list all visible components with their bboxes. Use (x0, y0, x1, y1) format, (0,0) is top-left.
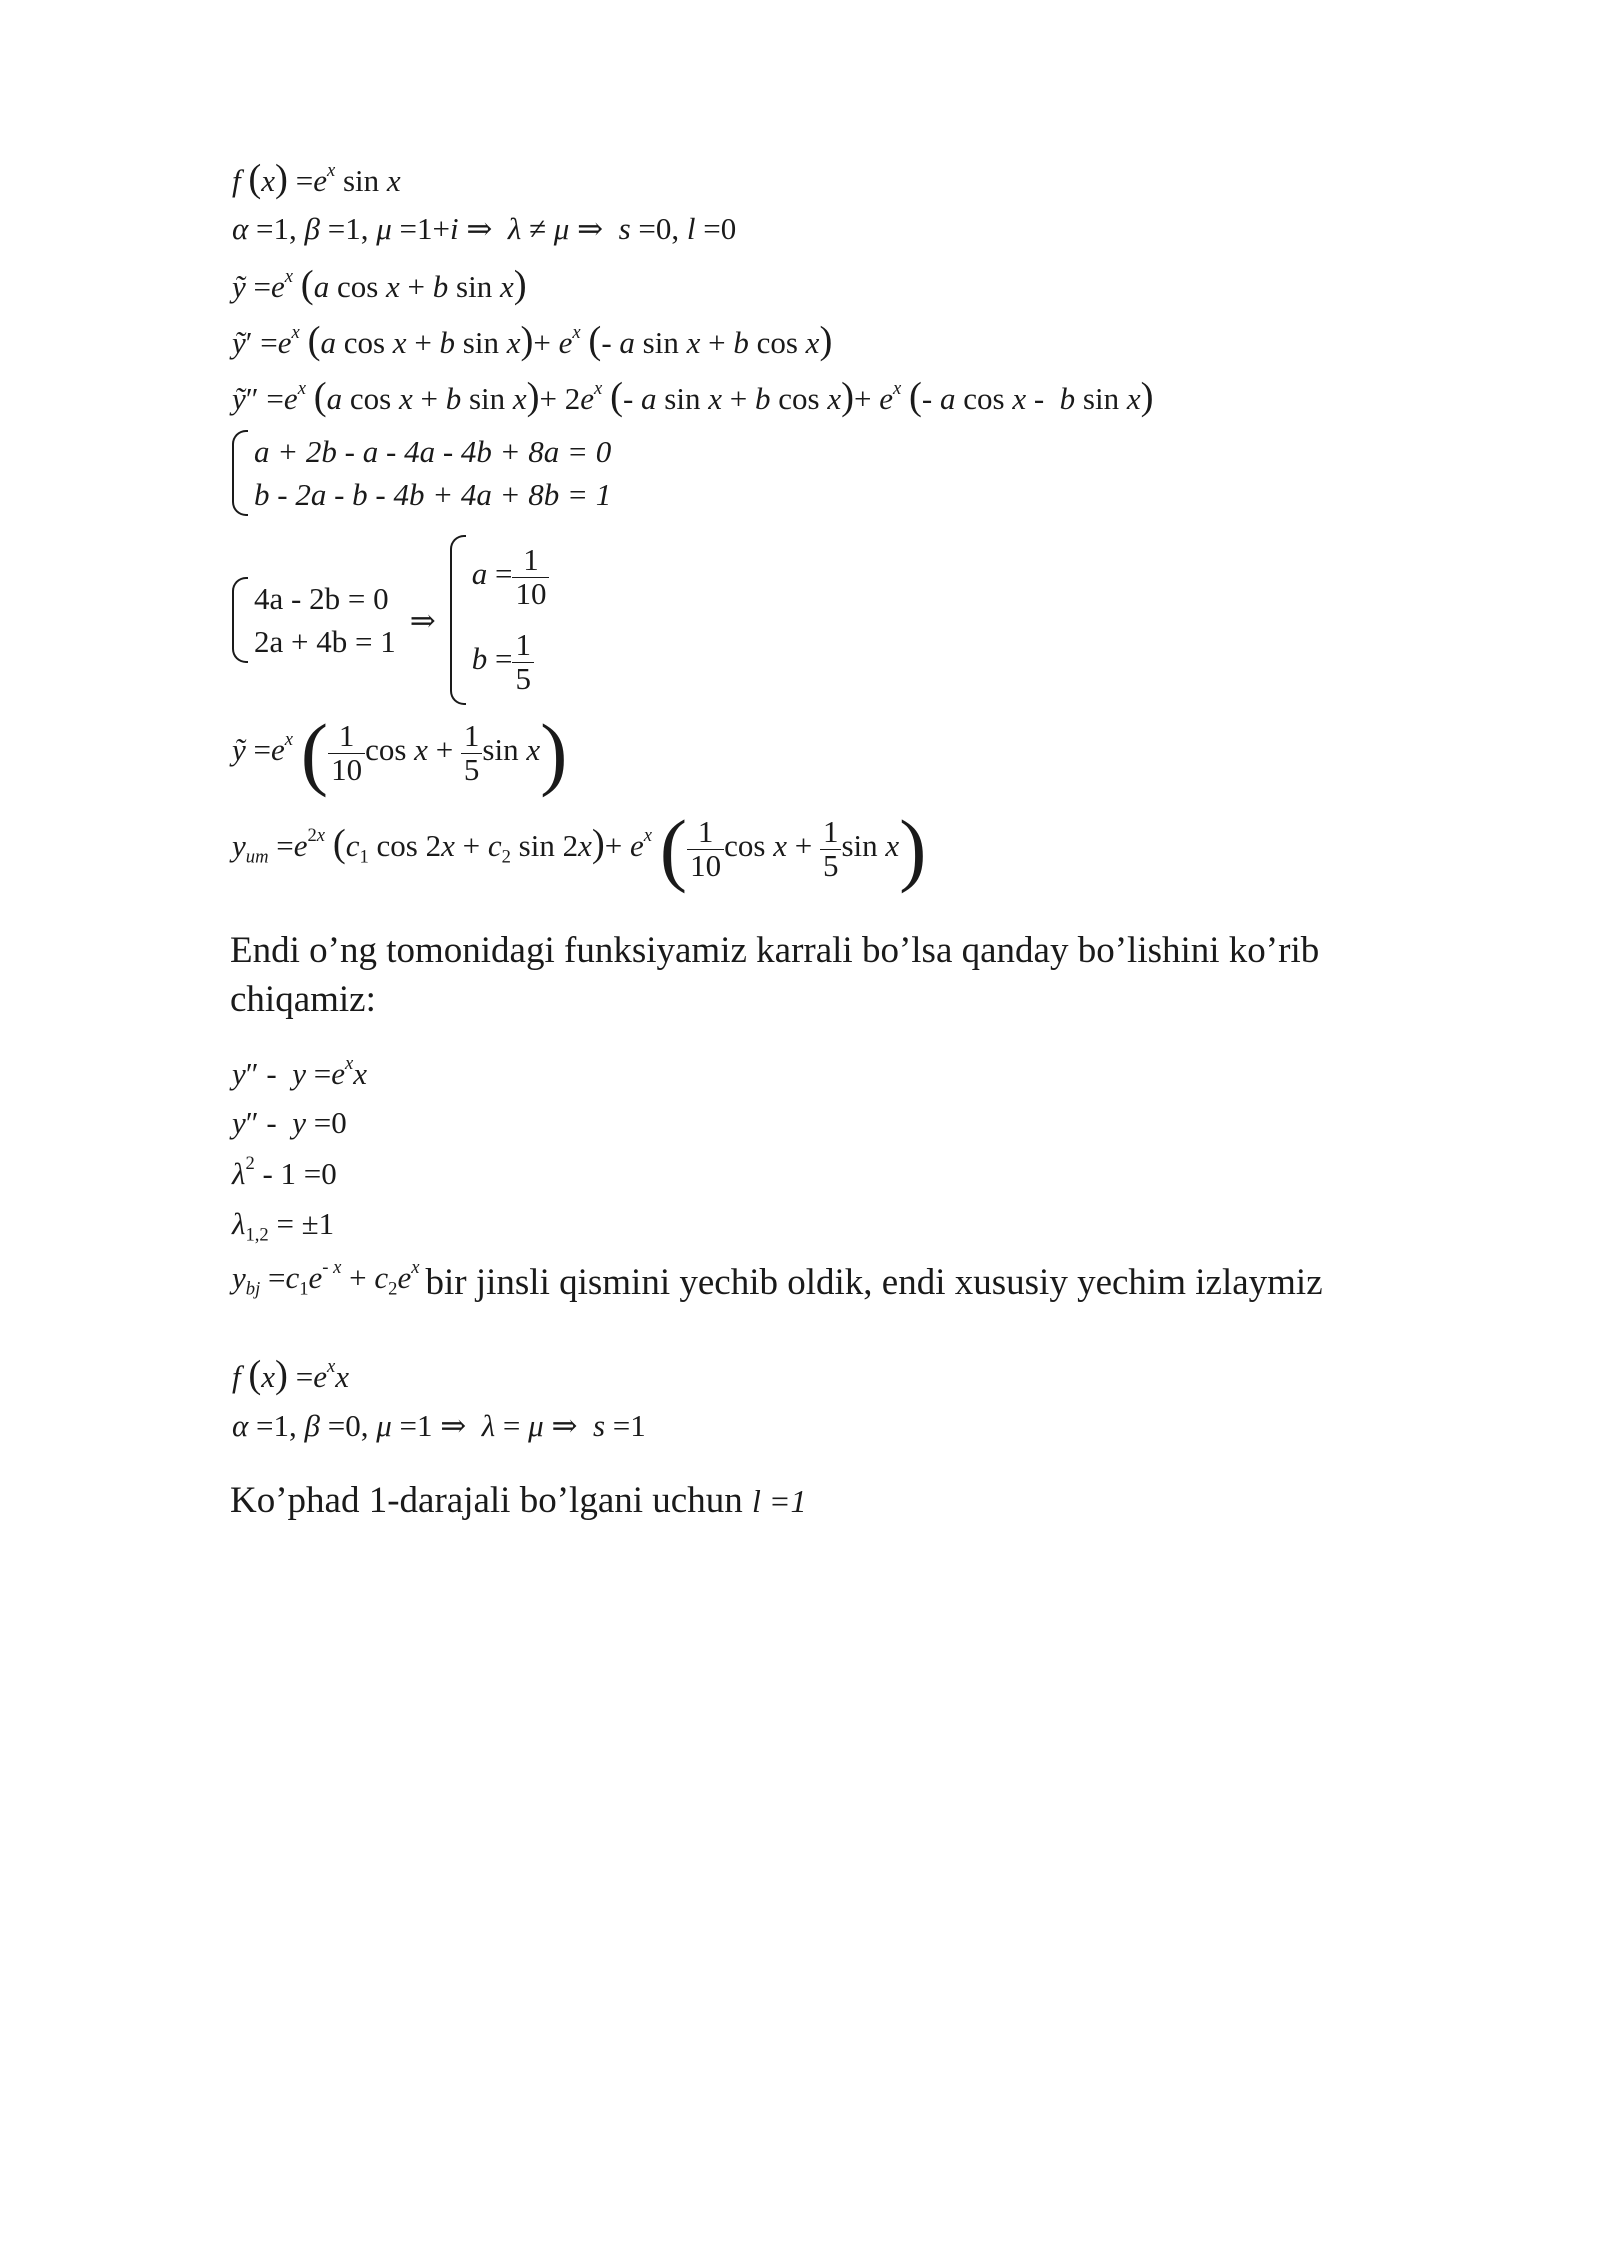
equation-system-1 (232, 430, 611, 516)
equation-f-x-2: f $(x) =e^xx$ (232, 1353, 349, 1396)
left-brace-icon (232, 577, 248, 663)
system2-row-1: 4a - 2b = 0 (254, 581, 389, 616)
system2-row-2: 2a + 4b = 1 (254, 624, 396, 659)
equation-second-derivative: ỹ″ $=e^x$ (a cos x + b $\sin x)+ 2e^x$ (- a sin x + b $\cos x)+ e^x$ (- a cos x - b sin x) (232, 375, 1154, 418)
equation-f-x: f $(x) =e^x$ sin x (232, 157, 401, 200)
left-brace-icon (232, 430, 248, 516)
inline-math: l =1 (751, 1483, 807, 1519)
equation-parameters-2: α =1, β =0, μ =1 ⇒ λ = μ ⇒ s =1 (232, 1408, 646, 1443)
equation-first-derivative: ỹ′ $=e^x$ (a cos x + b $\sin x)+ e^x$ (- a sin x + b cos x) (232, 319, 833, 362)
paragraph-text: Endi o’ng tomonidagi funksiyamiz karrali bo’lsa qanday bo’lishini ko’rib chiqamiz: (230, 930, 1320, 1020)
system1-row-1: a + 2b - a - 4a - 4b + 8a = 0 (254, 434, 612, 469)
equation-system-2-solution: 4a - 2b = 0 2a + 4b = 1 ⇒ a = $\frac{1}{10}$ b = $\frac{1}{5}$ (232, 535, 549, 705)
equation-ode: $y'' - y =e^xx$ (232, 1053, 368, 1091)
inline-text: bir jinsli qismini yechib oldik, endi xususiy yechim izlaymiz (425, 1262, 1323, 1303)
equation-particular-solution: ỹ $=e^x$ ( $\frac{1}{10}$ cos x + $\frac{1}{5}$ sin x) (232, 707, 568, 798)
equation-general-solution: $y_{um} =e^{2x}$ ($c_1$ $\cos 2x + c_2$ $\sin 2x)+ e^x$ ( $\frac{1}{10}$ cos x + $\frac{1}{5}$ sin x) (232, 803, 927, 894)
equation-parameters-1: α =1, β =1, μ =1+i ⇒ λ ≠ μ ⇒ s =0, l =0 (232, 211, 737, 246)
implies-arrow-icon: ⇒ (409, 602, 436, 638)
equation-roots: $\lambda_{1,2} = \pm 1$ (232, 1206, 335, 1246)
system1-row-2: b - 2a - b - 4b + 4a + 8b = 1 (254, 477, 612, 512)
left-brace-icon (450, 535, 466, 705)
equation-homogeneous: y″ - y =0 (232, 1105, 347, 1140)
equation-particular-form: ỹ $=e^x$ (a cos x + b sin x) (232, 263, 527, 306)
equation-homogeneous-solution: $y_{bj} =c_1e^{- x} + c_2e^x$ bir jinsli qismini yechib oldik, endi xususiy yechim izlaymiz (232, 1257, 1323, 1303)
equation-characteristic: $\lambda^2 - 1 =0$ (232, 1153, 337, 1191)
paragraph-text-2: Ko’phad 1-darajali bo’lgani uchun l =1 (230, 1480, 807, 1521)
